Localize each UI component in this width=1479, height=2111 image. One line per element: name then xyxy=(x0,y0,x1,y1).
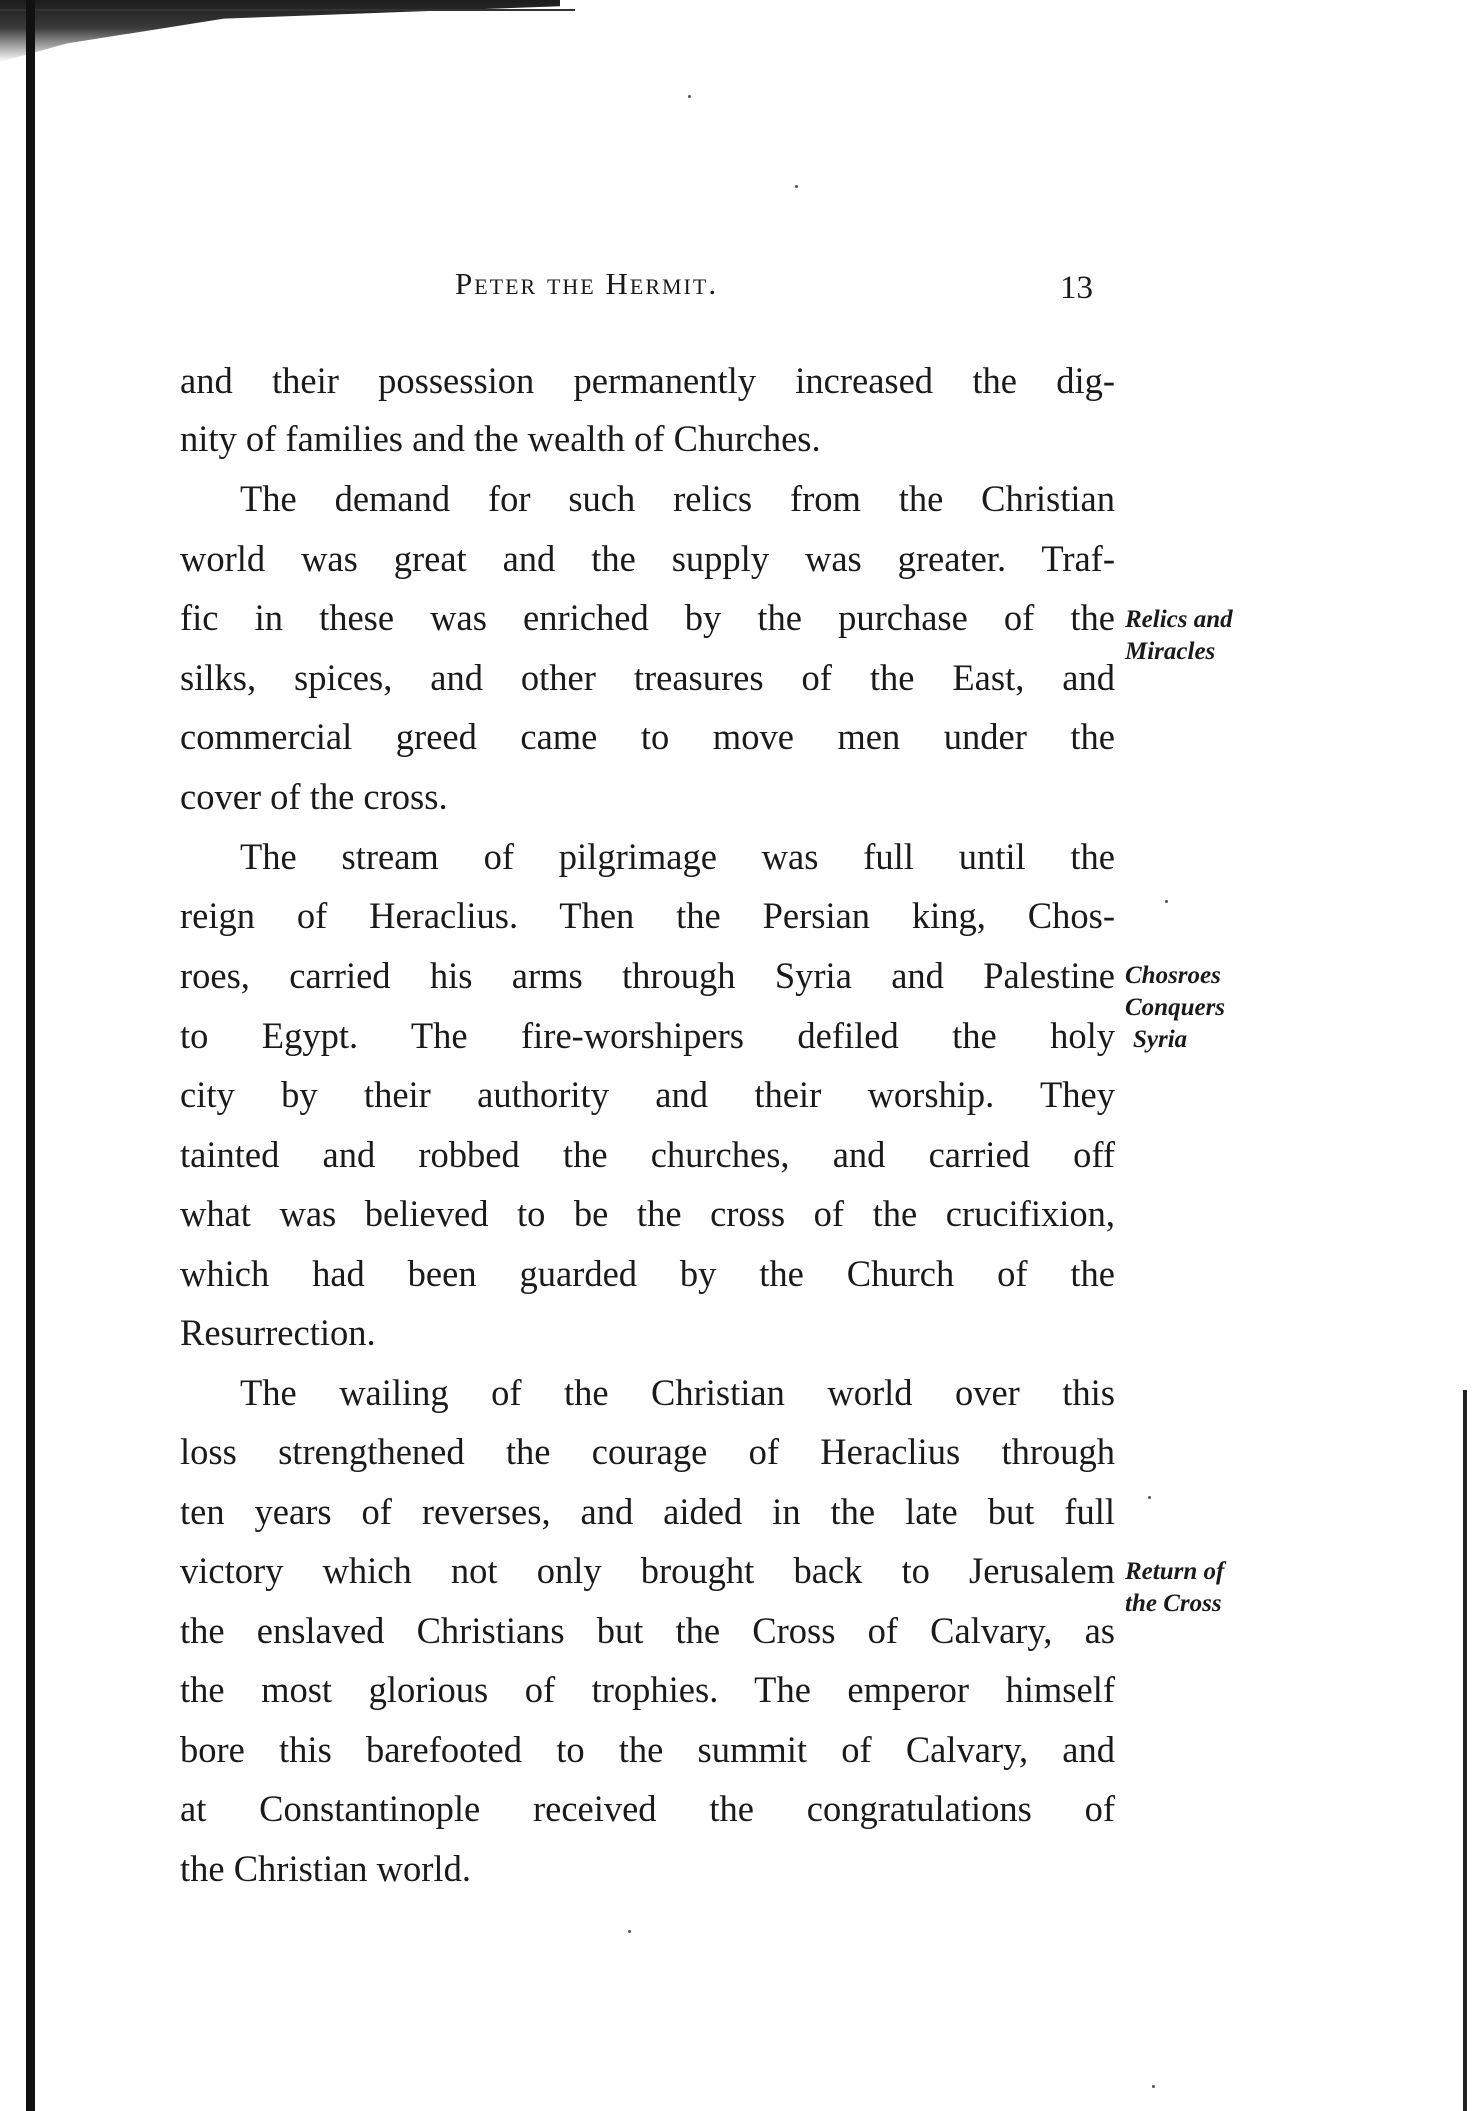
text-line: world was great and the supply was greater. Traf- xyxy=(180,538,1115,579)
side-note-relics xyxy=(1125,604,1285,668)
scan-speck xyxy=(688,95,691,98)
side-note-line: Chosroes xyxy=(1125,962,1221,989)
text-line: which had been guarded by the Church of the xyxy=(180,1253,1115,1294)
text-line: reign of Heraclius. Then the Persian king, Chos- xyxy=(180,895,1115,936)
text-line: victory which not only brought back to Jerusalem xyxy=(180,1550,1115,1591)
text-line: silks, spices, and other treasures of the East, and xyxy=(180,657,1115,698)
text-line: the enslaved Christians but the Cross of Calvary, as xyxy=(180,1610,1115,1651)
text-line: bore this barefooted to the summit of Calvary, and xyxy=(180,1729,1115,1770)
page-right-border xyxy=(1463,1390,1467,2111)
text-line: The stream of pilgrimage was full until the xyxy=(240,836,1115,877)
side-note-line: Syria xyxy=(1133,1026,1188,1053)
side-note-return xyxy=(1125,1556,1285,1620)
scan-speck xyxy=(1152,2085,1155,2088)
text-line: to Egypt. The fire-worshipers defiled the holy xyxy=(180,1015,1115,1056)
text-line: The wailing of the Christian world over this xyxy=(240,1372,1115,1413)
text-line: at Constantinople received the congratulations of xyxy=(180,1788,1115,1829)
text-line: city by their authority and their worship. They xyxy=(180,1074,1115,1115)
side-note-line: Return of xyxy=(1125,1558,1225,1585)
text-line: cover of the cross. xyxy=(180,776,448,817)
text-line: fic in these was enriched by the purchase of the xyxy=(180,597,1115,638)
scan-speck xyxy=(795,185,798,188)
running-head: Peter the Hermit. xyxy=(455,266,719,301)
scan-speck xyxy=(1165,900,1168,903)
text-line: loss strengthened the courage of Heraclius through xyxy=(180,1431,1115,1472)
side-note-line: Relics and xyxy=(1125,606,1233,633)
text-line: nity of families and the wealth of Churches. xyxy=(180,418,821,459)
text-line: commercial greed came to move men under the xyxy=(180,716,1115,757)
scan-speck xyxy=(628,1930,631,1933)
text-line: the Christian world. xyxy=(180,1848,471,1889)
text-line: ten years of reverses, and aided in the late but full xyxy=(180,1491,1115,1532)
page-number: 13 xyxy=(1060,270,1093,306)
text-line: and their possession permanently increased the dig- xyxy=(180,360,1115,401)
side-note-line: the Cross xyxy=(1125,1590,1222,1617)
text-line: what was believed to be the cross of the crucifixion, xyxy=(180,1193,1115,1234)
side-note-line: Conquers xyxy=(1125,994,1226,1021)
text-line: roes, carried his arms through Syria and Palestine xyxy=(180,955,1115,996)
scan-speck xyxy=(1148,1496,1151,1499)
page-left-border xyxy=(26,0,35,2111)
scan-edge-line xyxy=(0,9,575,11)
text-line: Resurrection. xyxy=(180,1312,376,1353)
text-line: tainted and robbed the churches, and carried off xyxy=(180,1134,1115,1175)
text-line: The demand for such relics from the Christian xyxy=(240,478,1115,519)
side-note-chosroes xyxy=(1125,960,1285,1056)
side-note-line: Miracles xyxy=(1125,638,1216,665)
text-line: the most glorious of trophies. The emperor himself xyxy=(180,1669,1115,1710)
